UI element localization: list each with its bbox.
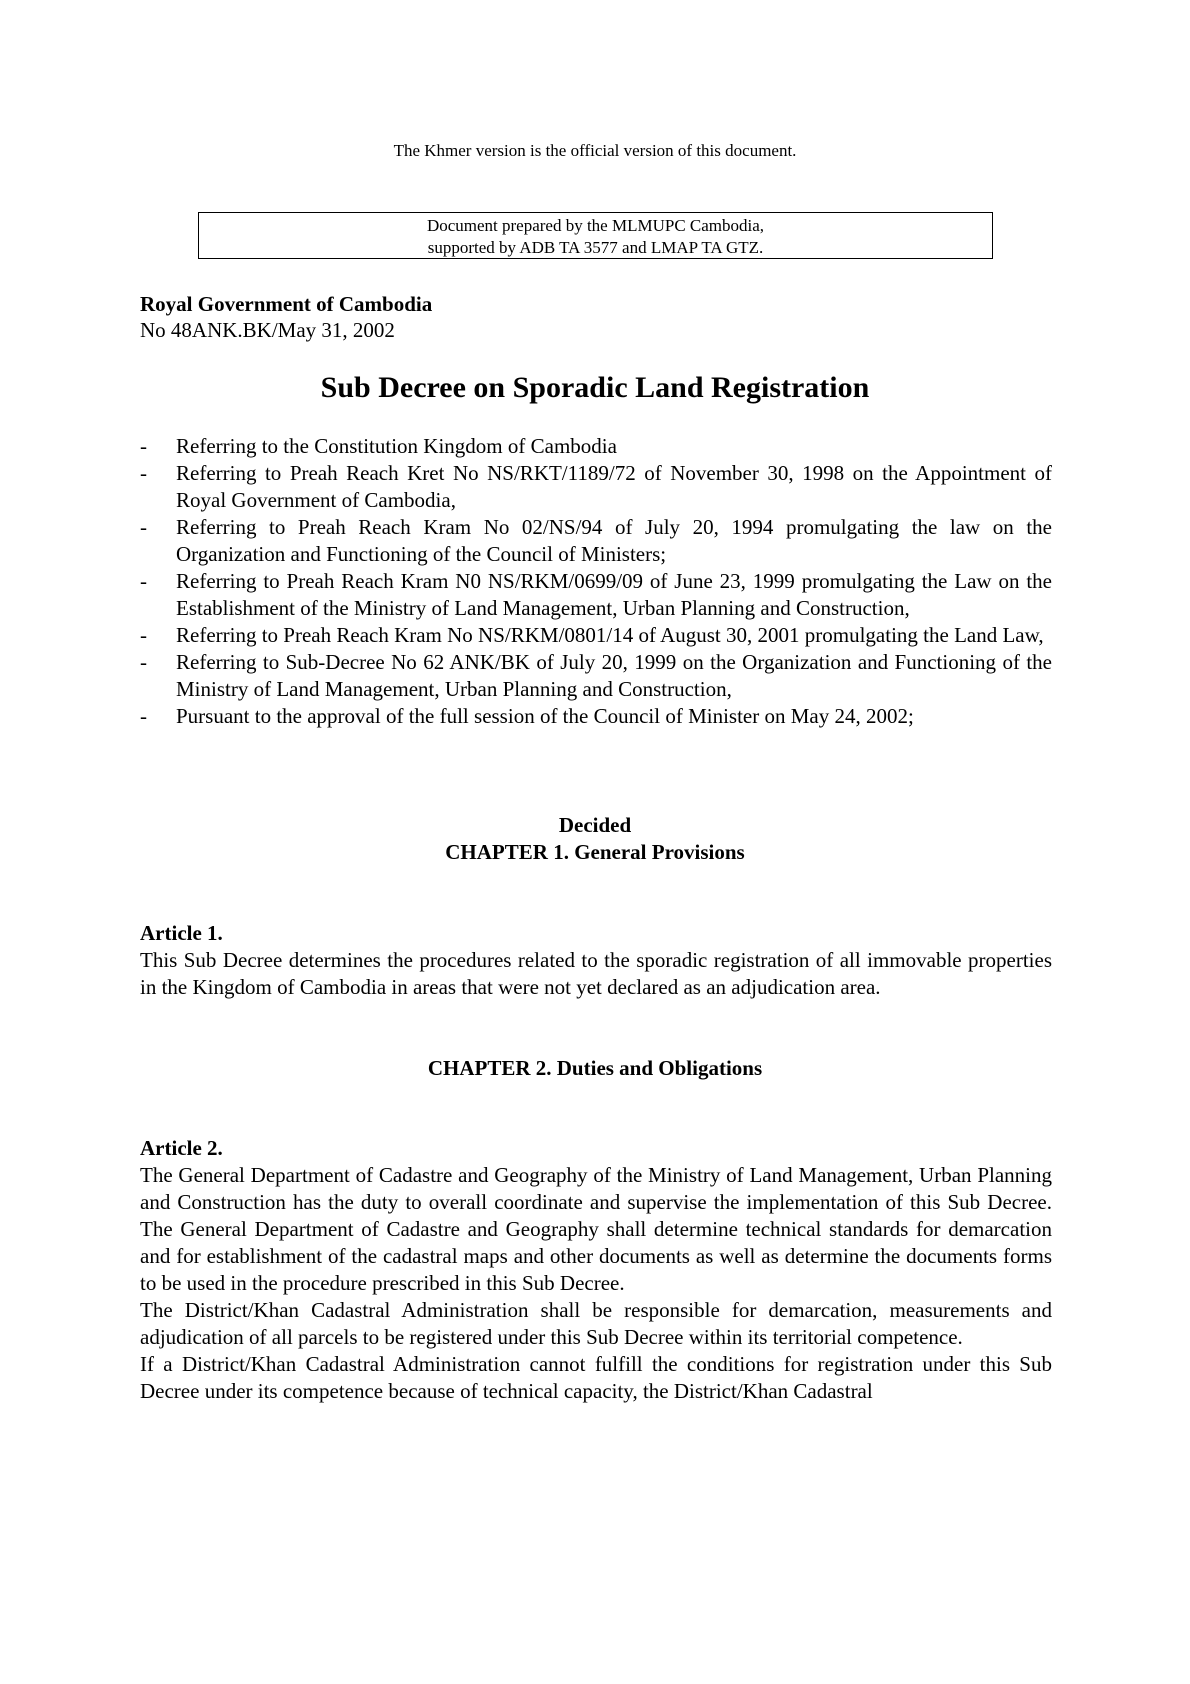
article-1-text: This Sub Decree determines the procedures related to the sporadic registration of all immovable properties in the Kingdom of Cambodia in areas that were not yet declared as an adjudication area. [140, 948, 1052, 999]
list-dash: - [140, 434, 147, 458]
article-1-title: Article 1. [140, 921, 223, 945]
preparation-notice-box [198, 212, 993, 259]
reference-item [140, 622, 1052, 649]
reference-text: Referring to Preah Reach Kram N0 NS/RKM/0699/09 of June 23, 1999 promulgating the Law on the Establishment of the Ministry of Land Management, Urban Planning and Construction, [176, 569, 1052, 620]
list-dash: - [140, 704, 147, 728]
reference-text: Referring to the Constitution Kingdom of Cambodia [176, 434, 617, 458]
list-dash: - [140, 515, 147, 539]
reference-text: Referring to Preah Reach Kram No NS/RKM/0801/14 of August 30, 2001 promulgating the Land Law, [176, 623, 1044, 647]
decree-number: No 48ANK.BK/May 31, 2002 [140, 318, 395, 342]
reference-text: Referring to Sub-Decree No 62 ANK/BK of July 20, 1999 on the Organization and Functioning of the Ministry of Land Management, Urban Planning and Construction, [176, 650, 1052, 701]
article-1 [140, 920, 1052, 1001]
reference-item [140, 460, 1052, 514]
article-2 [140, 1135, 1052, 1405]
chapter-2-heading: CHAPTER 2. Duties and Obligations [427, 1056, 763, 1080]
chapter-1-heading: CHAPTER 1. General Provisions [445, 840, 745, 864]
reference-item [140, 568, 1052, 622]
list-dash: - [140, 569, 147, 593]
article-2-paragraph: The District/Khan Cadastral Administration shall be responsible for demarcation, measurements and adjudication of all parcels to be registered under this Sub Decree within its territorial competence. [140, 1298, 1052, 1349]
article-2-paragraph: The General Department of Cadastre and Geography of the Ministry of Land Management, Urban Planning and Construction has the duty to overall coordinate and supervise the implementation of this Sub Decree. The General Department of Cadastre and Geography shall determine technical standards for demarcation and for establishment of the cadastral maps and other documents as well as determine the documents forms to be used in the procedure prescribed in this Sub Decree. [140, 1163, 1052, 1295]
reference-text: Referring to Preah Reach Kram No 02/NS/94 of July 20, 1994 promulgating the law on the Organization and Functioning of the Council of Ministers; [176, 515, 1052, 566]
reference-text: Referring to Preah Reach Kret No NS/RKT/1189/72 of November 30, 1998 on the Appointment of Royal Government of Cambodia, [176, 461, 1052, 512]
reference-item [140, 649, 1052, 703]
article-2-title: Article 2. [140, 1136, 223, 1160]
list-dash: - [140, 461, 147, 485]
decided-heading: Decided [558, 813, 632, 837]
government-block [140, 291, 432, 343]
list-dash: - [140, 650, 147, 674]
preparation-line-2: supported by ADB TA 3577 and LMAP TA GTZ. [427, 238, 764, 257]
article-2-paragraph: If a District/Khan Cadastral Administration cannot fulfill the conditions for registration under this Sub Decree under its competence because of technical capacity, the District/Khan Cadastral [140, 1352, 1052, 1403]
government-name: Royal Government of Cambodia [140, 292, 433, 316]
reference-item [140, 703, 1052, 730]
reference-item [140, 433, 1052, 460]
document-title: Sub Decree on Sporadic Land Registration [320, 371, 870, 404]
reference-text: Pursuant to the approval of the full session of the Council of Minister on May 24, 2002; [176, 704, 914, 728]
list-dash: - [140, 623, 147, 647]
preparation-line-1: Document prepared by the MLMUPC Cambodia, [426, 216, 765, 235]
references-list [140, 433, 1052, 730]
reference-item [140, 514, 1052, 568]
official-version-note: The Khmer version is the official version of this document. [393, 141, 797, 160]
